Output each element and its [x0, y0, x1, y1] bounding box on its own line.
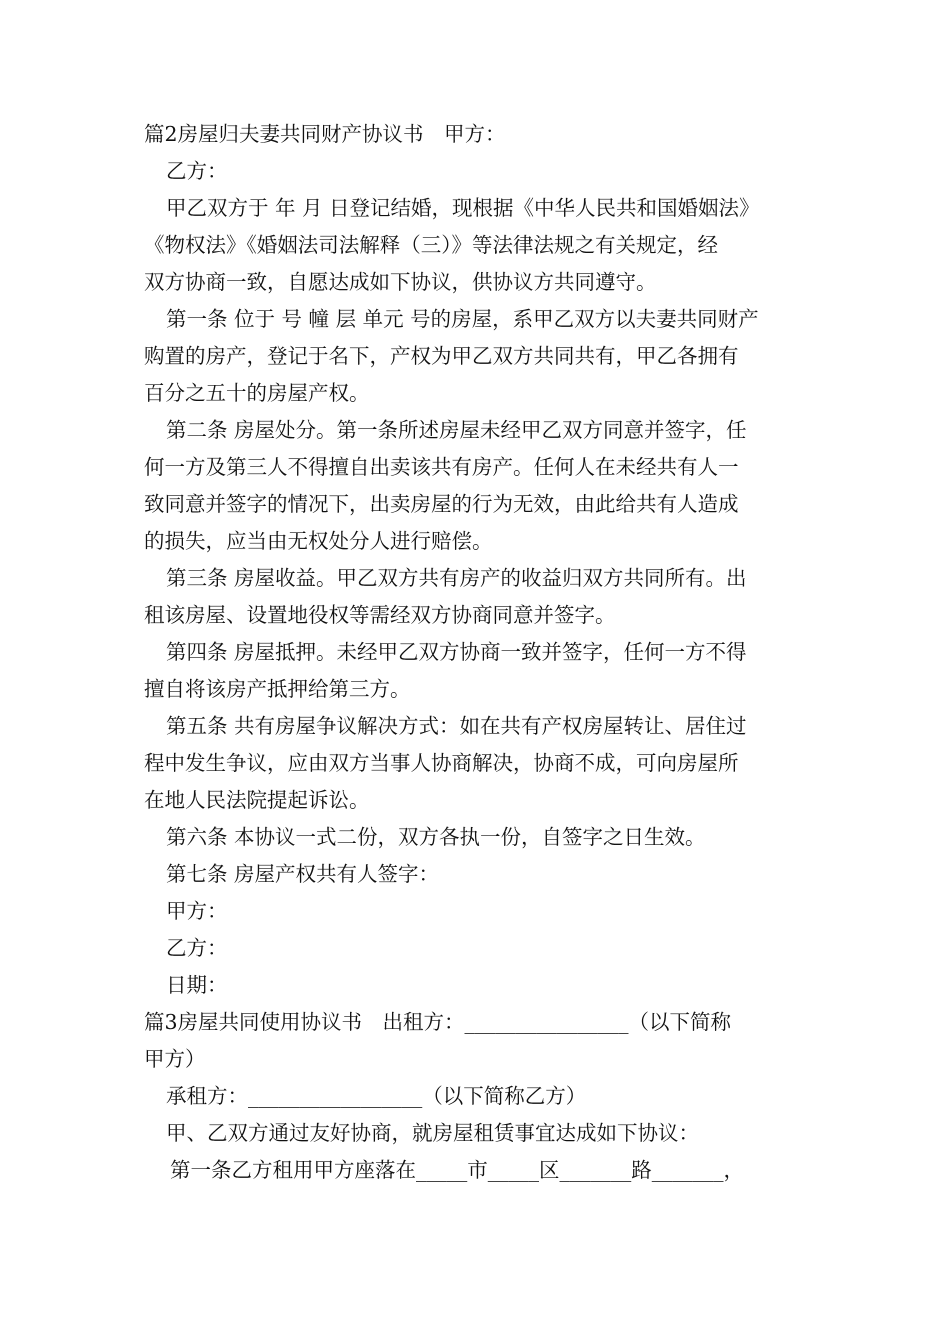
text-line-19: 在地人民法院提起诉讼。 [144, 788, 370, 812]
text-line-26: 甲方） [144, 1047, 206, 1071]
text-line-24: 日期： [166, 973, 228, 997]
text-line-20: 第六条 本协议一式二份，双方各执一份，自签字之日生效。 [166, 825, 706, 849]
text-line-11: 致同意并签字的情况下，出卖房屋的行为无效，由此给共有人造成 [144, 492, 739, 516]
text-line-27: 承租方：_________________（以下简称乙方） [166, 1084, 587, 1108]
text-line-16: 擅自将该房产抵押给第三方。 [144, 677, 411, 701]
text-line-8: 百分之五十的房屋产权。 [144, 381, 370, 405]
text-line-1: 篇2房屋归夫妻共同财产协议书 甲方： [144, 122, 506, 146]
text-line-2: 乙方： [166, 159, 228, 183]
text-line-14: 租该房屋、设置地役权等需经双方协商同意并签字。 [144, 603, 616, 627]
text-line-7: 购置的房产，登记于名下，产权为甲乙双方共同共有，甲乙各拥有 [144, 344, 739, 368]
text-line-12: 的损失，应当由无权处分人进行赔偿。 [144, 529, 493, 553]
text-line-22: 甲方： [166, 899, 228, 923]
text-line-10: 何一方及第三人不得擅自出卖该共有房产。任何人在未经共有人一 [144, 455, 739, 479]
text-line-15: 第四条 房屋抵押。未经甲乙双方协商一致并签字，任何一方不得 [166, 640, 747, 664]
text-line-4: 《物权法》《婚姻法司法解释（三）》等法律法规之有关规定，经 [144, 233, 718, 257]
text-line-18: 程中发生争议，应由双方当事人协商解决，协商不成，可向房屋所 [144, 751, 739, 775]
text-line-13: 第三条 房屋收益。甲乙双方共有房产的收益归双方共同所有。出 [166, 566, 747, 590]
document-body [144, 116, 814, 1189]
text-line-5: 双方协商一致，自愿达成如下协议，供协议方共同遵守。 [144, 270, 657, 294]
text-line-9: 第二条 房屋处分。第一条所述房屋未经甲乙双方同意并签字，任 [166, 418, 747, 442]
text-line-28: 甲、乙双方通过友好协商，就房屋租赁事宜达成如下协议： [166, 1121, 699, 1145]
text-line-29: 第一条乙方租用甲方座落在_____市_____区_______路_______， [170, 1158, 744, 1182]
text-line-25: 篇3房屋共同使用协议书 出租方：________________（以下简称 [144, 1010, 732, 1034]
text-line-3: 甲乙双方于 年 月 日登记结婚，现根据《中华人民共和国婚姻法》 [166, 196, 760, 220]
text-line-21: 第七条 房屋产权共有人签字： [166, 862, 440, 886]
text-line-23: 乙方： [166, 936, 228, 960]
text-line-6: 第一条 位于 号 幢 层 单元 号的房屋，系甲乙双方以夫妻共同财产 [166, 307, 759, 331]
text-line-17: 第五条 共有房屋争议解决方式：如在共有产权房屋转让、居住过 [166, 714, 747, 738]
